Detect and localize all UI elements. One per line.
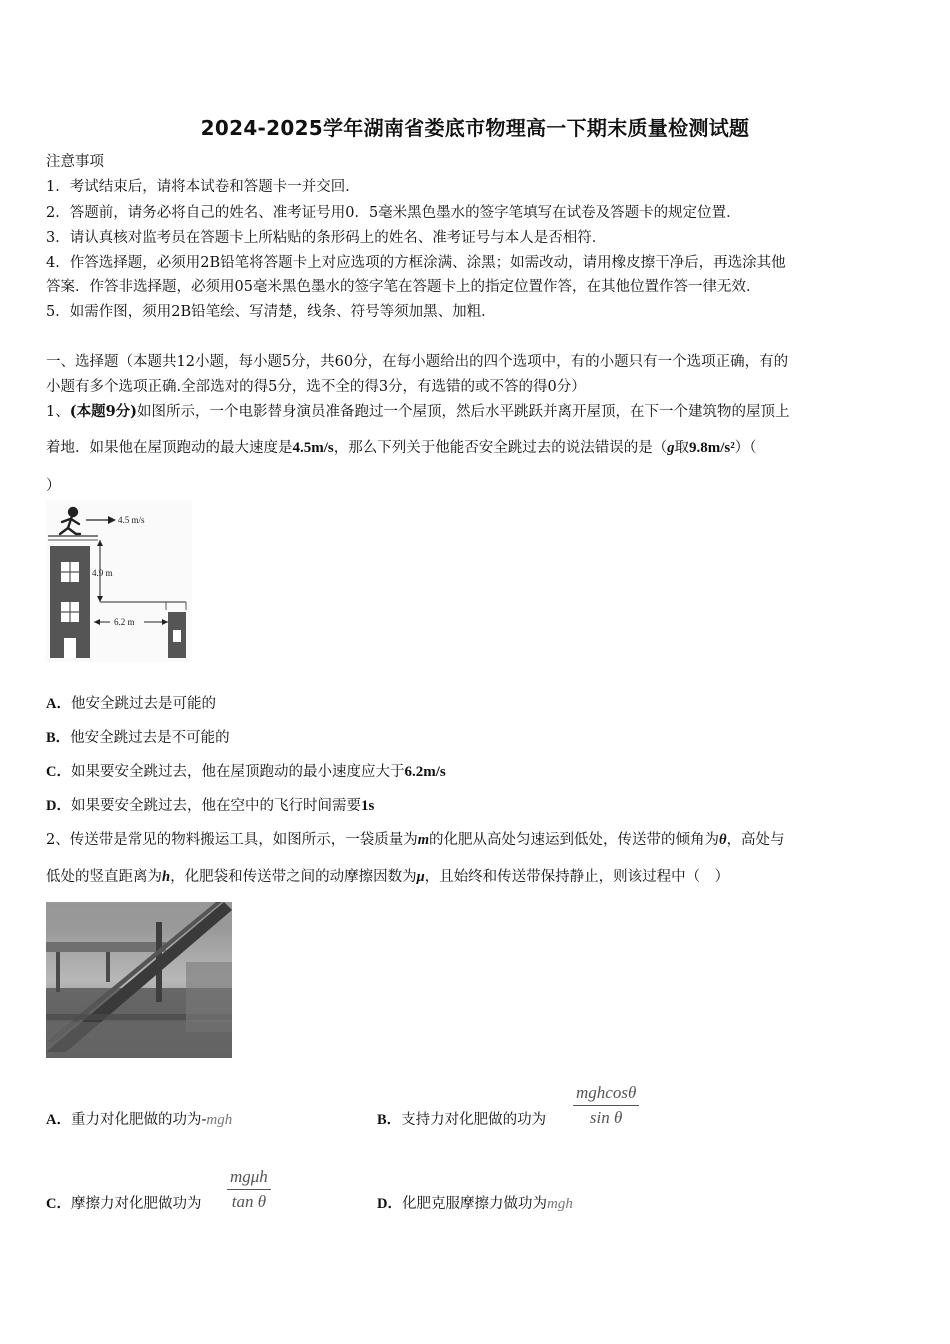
notice-item: 1．考试结束后，请将本试卷和答题卡一并交回． — [46, 179, 360, 195]
q1-stem-text: ）（ — [734, 440, 757, 456]
q2-height-symbol: h — [162, 869, 171, 885]
q1-option-a[interactable] — [46, 694, 916, 714]
q1-rooftop-figure — [46, 500, 192, 662]
q2-option-b[interactable] — [377, 1110, 577, 1130]
q1-g-symbol: g — [667, 440, 675, 456]
section-heading-line2: 小题有多个选项正确.全部选对的得5分，选不全的得3分，有选错的或不答的得0分） — [46, 379, 586, 395]
q1-option-c[interactable] — [46, 762, 916, 782]
q2-stem-line1 — [46, 830, 916, 850]
q1-option-d[interactable] — [46, 796, 916, 816]
option-letter: D． — [377, 1196, 402, 1212]
q2-conveyor-photo — [46, 902, 232, 1058]
fraction-denominator: tan θ — [231, 1192, 267, 1211]
q2-stem-line2 — [46, 867, 916, 887]
q2-option-c-fraction — [227, 1167, 271, 1212]
option-letter: A． — [46, 696, 71, 712]
option-letter: B． — [377, 1112, 402, 1128]
q1-score: (本题9分) — [69, 403, 138, 420]
option-letter: C． — [46, 1196, 71, 1212]
q1-number: 1、 — [46, 404, 70, 420]
q2-stem-text: ，高处与 — [726, 832, 785, 848]
q2-mass-symbol: m — [417, 832, 430, 848]
q1-stem-line3: ） — [46, 478, 61, 494]
distance-label: 6.2 m — [114, 617, 135, 627]
q1-stem-line2 — [46, 438, 916, 458]
notice-item: 5．如需作图，须用2B铅笔绘、写清楚，线条、符号等须加黑、加粗． — [46, 304, 496, 320]
notice-item: 4．作答选择题，必须用2B铅笔将答题卡上对应选项的方框涂满、涂黑；如需改动，请用橡皮擦干净后，再选涂其他 — [46, 255, 786, 271]
fraction-numerator: mgμh — [227, 1167, 271, 1190]
notice-item: 答案．作答非选择题，必须用05毫米黑色墨水的签字笔在答题卡上的指定位置作答，在其他位置作答一律无效． — [46, 279, 761, 295]
fraction-numerator: mghcosθ — [573, 1083, 639, 1106]
option-value: 6.2m/s — [404, 764, 446, 780]
q1-g-value: 9.8m/s² — [689, 440, 735, 456]
q1-stem-text: 如图所示，一个电影替身演员准备跑过一个屋顶，然后水平跳跃并离开屋顶，在下一个建筑物的屋顶上 — [137, 404, 790, 420]
option-value: 1s — [360, 798, 375, 814]
option-math: mgh — [206, 1112, 233, 1128]
q2-mu-symbol: μ — [416, 869, 425, 885]
option-letter: C． — [46, 764, 71, 780]
q2-option-a[interactable] — [46, 1110, 346, 1130]
notice-item: 2．答题前，请务必将自己的姓名、准考证号用0．5毫米黑色墨水的签字笔填写在试卷及答题卡的规定位置． — [46, 205, 741, 221]
option-letter: D． — [46, 798, 71, 814]
option-text: 重力对化肥做的功为- — [70, 1112, 207, 1128]
option-letter: B． — [46, 730, 71, 746]
q2-option-d[interactable] — [377, 1194, 677, 1214]
q1-stem-text: 取 — [674, 440, 689, 456]
q2-option-b-fraction — [573, 1083, 639, 1128]
q1-max-speed: 4.5m/s — [292, 440, 334, 456]
q2-stem-text: 低处的竖直距离为 — [46, 869, 162, 885]
option-text: 他安全跳过去是不可能的 — [70, 730, 230, 746]
section-heading-line1: 一、选择题（本题共12小题，每小题5分，共60分，在每小题给出的四个选项中，有的小题只有一个选项正确，有的 — [46, 354, 789, 370]
speed-label: 4.5 m/s — [118, 515, 145, 525]
option-math: mgh — [546, 1196, 573, 1212]
q2-stem-text: 2、传送带是常见的物料搬运工具，如图所示，一袋质量为 — [46, 832, 418, 848]
fraction-denominator: sin θ — [589, 1108, 623, 1127]
option-letter: A． — [46, 1112, 71, 1128]
option-text: 他安全跳过去是可能的 — [70, 696, 216, 712]
height-label: 4.9 m — [92, 568, 113, 578]
option-text: 摩擦力对化肥做功为 — [70, 1196, 202, 1212]
q1-stem-text: ，那么下列关于他能否安全跳过去的说法错误的是（ — [333, 440, 668, 456]
q2-angle-symbol: θ — [719, 832, 727, 848]
option-text: 如果要安全跳过去，他在空中的飞行时间需要 — [70, 798, 361, 814]
q1-stem-line1 — [46, 402, 916, 422]
q2-option-c[interactable] — [46, 1194, 246, 1214]
q1-option-b[interactable] — [46, 728, 916, 748]
notice-item: 3．请认真核对监考员在答题卡上所粘贴的条形码上的姓名、准考证号与本人是否相符． — [46, 230, 607, 246]
option-text: 支持力对化肥做的功为 — [401, 1112, 547, 1128]
page-title: 2024-2025学年湖南省娄底市物理高一下期末质量检测试题 — [200, 116, 750, 140]
q2-stem-text: ，且始终和传送带保持静止，则该过程中（ ） — [424, 869, 730, 885]
notice-heading: 注意事项 — [46, 154, 104, 170]
q2-stem-text: ，化肥袋和传送带之间的动摩擦因数为 — [170, 869, 417, 885]
q1-stem-text: 着地．如果他在屋顶跑动的最大速度是 — [46, 440, 293, 456]
q2-stem-text: 的化肥从高处匀速运到低处，传送带的倾角为 — [429, 832, 720, 848]
option-text: 如果要安全跳过去，他在屋顶跑动的最小速度应大于 — [70, 764, 405, 780]
option-text: 化肥克服摩擦力做功为 — [401, 1196, 547, 1212]
